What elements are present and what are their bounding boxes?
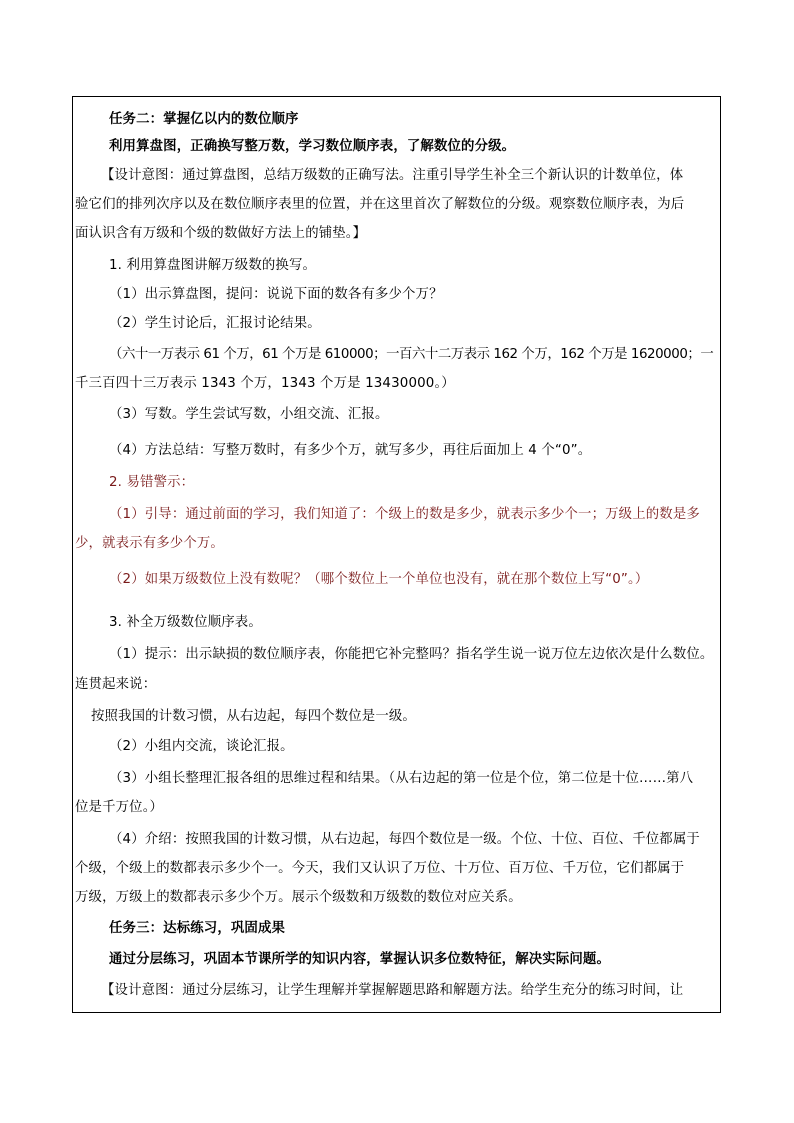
section-heading: 任务二：掌握亿以内的数位顺序 (109, 112, 299, 127)
body-text-line: 个级，个级上的数都表示多少个一。今天，我们又认识了万位、十万位、百万位、千万位，它们都属于 (75, 861, 685, 876)
body-text-line: （1）出示算盘图，提问：说说下面的数各有多少个万？ (109, 287, 443, 302)
body-text-line: 【设计意图：通过分层练习，让学生理解并掌握解题思路和解题方法。给学生充分的练习时间，让 (101, 983, 684, 998)
body-text-line: 验它们的排列次序以及在数位顺序表里的位置，并在这里首次了解数位的分级。观察数位顺序表，为后 (75, 197, 685, 212)
body-text-line: （2）学生讨论后，汇报讨论结果。 (109, 316, 321, 331)
body-text-line: （3）写数。学生尝试写数，小组交流、汇报。 (109, 407, 389, 422)
body-text-line: 千三百四十三万表示 1343 个万，1343 个万是 13430000。） (75, 376, 455, 391)
body-text-line: 1. 利用算盘图讲解万级数的换写。 (109, 258, 317, 273)
section-heading: 利用算盘图，正确换写整万数，学习数位顺序表，了解数位的分级。 (109, 139, 516, 154)
body-text-line: 面认识含有万级和个级的数做好方法上的铺垫。】 (75, 226, 367, 241)
body-text-line: （4）介绍：按照我国的计数习惯，从右边起，每四个数位是一级。个位、十位、百位、千位都属于 (109, 832, 700, 847)
body-text-line: 位是千万位。） (75, 800, 164, 815)
body-text-line: 连贯起来说： (75, 677, 157, 692)
body-text-line: 万级，万级上的数都表示多少个万。展示个级数和万级数的数位对应关系。 (75, 890, 522, 905)
section-heading: 任务三：达标练习，巩固成果 (109, 921, 286, 936)
body-text-line: （1）提示：出示缺损的数位顺序表，你能把它补完整吗？指名学生说一说万位左边依次是什么数位。 (109, 647, 714, 662)
body-text-line: （1）引导：通过前面的学习，我们知道了：个级上的数是多少，就表示多少个一；万级上的数是多 (109, 507, 700, 522)
body-text-line: （3）小组长整理汇报各组的思维过程和结果。（从右边起的第一位是个位，第二位是十位……第八 (109, 771, 694, 786)
body-text-line: （2）如果万级数位上没有数呢？（哪个数位上一个单位也没有，就在那个数位上写“0”。） (109, 572, 649, 587)
content-table-cell (72, 96, 721, 1013)
body-text-line: （4）方法总结：写整万数时，有多少个万，就写多少，再往后面加上 4 个“0”。 (109, 443, 592, 458)
section-heading: 通过分层练习，巩固本节课所学的知识内容，掌握认识多位数特征，解决实际问题。 (109, 952, 611, 967)
body-text-line: （2）小组内交流，谈论汇报。 (109, 739, 294, 754)
body-text-line: （六十一万表示 61 个万，61 个万是 610000；一百六十二万表示 162 个万，162 个万是 1620000；一 (109, 347, 714, 362)
body-text-line: 少，就表示有多少个万。 (75, 536, 224, 551)
body-text-line: 【设计意图：通过算盘图，总结万级数的正确写法。注重引导学生补全三个新认识的计数单位，体 (101, 168, 684, 183)
body-text-line: 按照我国的计数习惯，从右边起，每四个数位是一级。 (91, 709, 416, 724)
body-text-line: 2. 易错警示： (109, 475, 195, 490)
body-text-line: 3. 补全万级数位顺序表。 (109, 615, 262, 630)
